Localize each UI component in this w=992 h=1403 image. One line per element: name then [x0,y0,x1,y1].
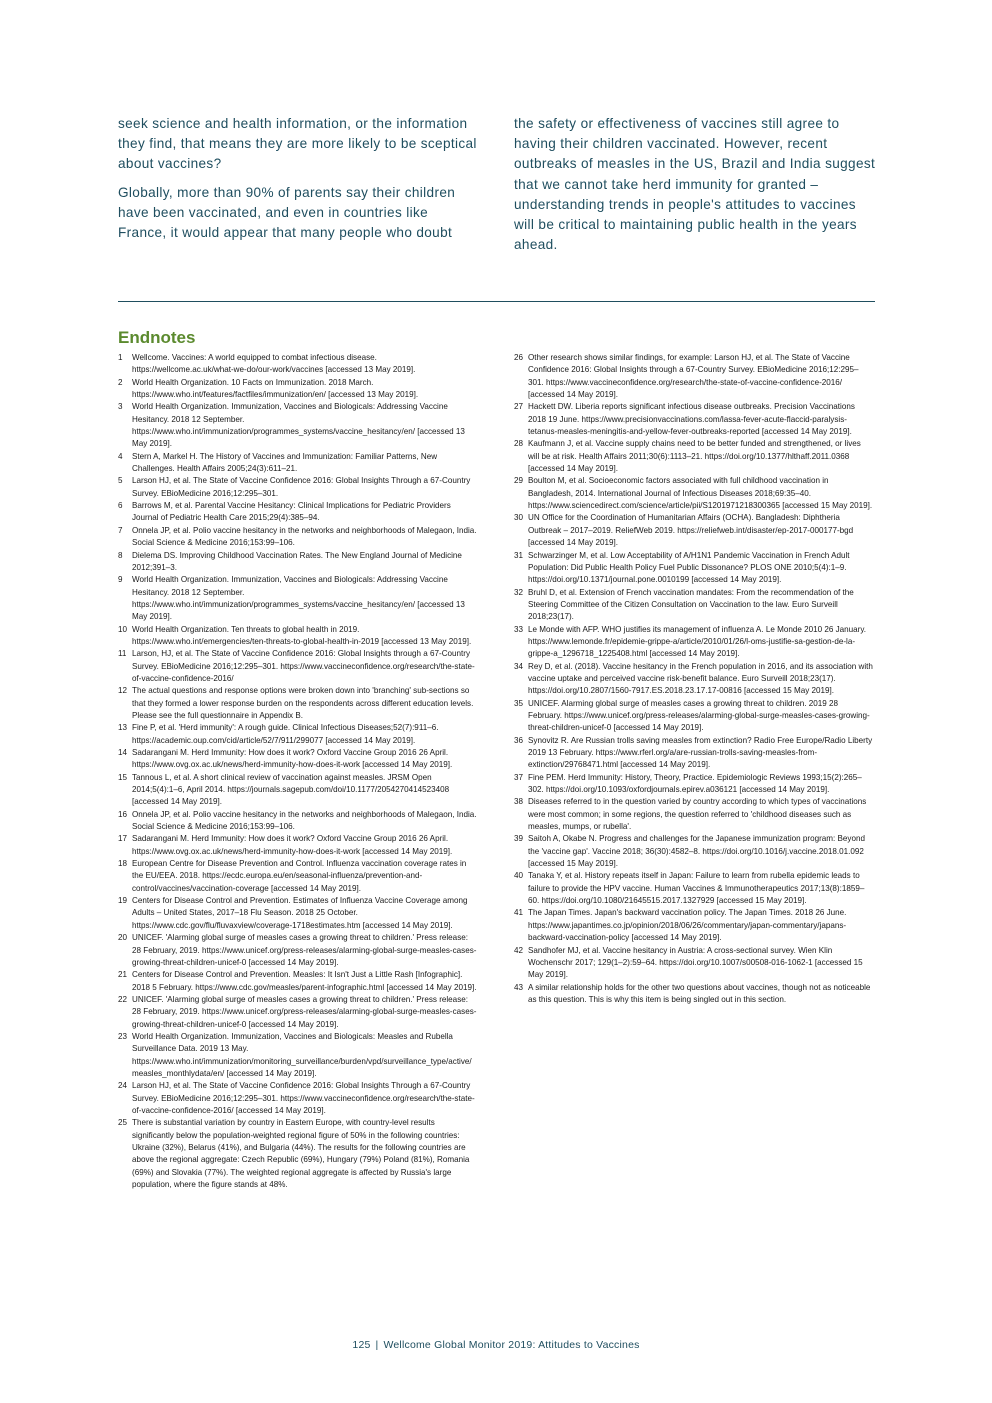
publication-title: Wellcome Global Monitor 2019: Attitudes to Vaccines [383,1339,640,1351]
endnote-item [514,982,874,1007]
endnote-text: Centers for Disease Control and Prevention. Estimates of Influenza Vaccine Coverage among Adults – United States, 2017–18 Flu Season. 2018 25 October. https://www.cdc.gov/flu/fluvaxview/coverage-1718estimates.htm [accessed 14 May 2019]. [132,896,468,930]
intro-column-right [514,114,876,263]
endnote-item [514,550,874,587]
endnote-text: Fine P, et al. 'Herd immunity': A rough guide. Clinical Infectious Diseases;52(7):911–6. https://academic.oup.com/cid/article/52/7/911/299077 [accessed 14 May 2019]. [132,723,439,745]
endnote-number: 41 [514,908,524,918]
endnote-item [514,401,874,438]
endnote-item [514,907,874,944]
endnote-item [118,525,478,550]
endnote-item [514,870,874,907]
endnote-item [118,685,478,722]
endnote-item [118,722,478,747]
endnote-number: 15 [118,772,128,782]
endnote-text: UN Office for the Coordination of Humanitarian Affairs (OCHA). Bangladesh: Diphtheria Outbreak – 2017–2019. ReliefWeb 2019. https://reliefweb.int/disaster/ep-2017-000177-bgd [accessed 14 May 2019]. [528,513,854,548]
endnote-number: 7 [118,525,123,535]
endnote-text: A similar relationship holds for the other two questions about vaccines, though not as noticeable as this question. This is why this item is being singled out in this section. [528,982,871,1004]
endnote-item [514,772,874,797]
endnote-item [118,895,478,932]
endnote-number: 8 [118,550,123,560]
endnote-number: 26 [514,353,524,362]
endnote-item [514,624,874,661]
endnote-text: Saitoh A, Okabe N. Progress and challenges for the Japanese immunization program: Beyond the 'vaccine gap'. Vaccine 2018; 36(30):4582–8. https://doi.org/10.1016/j.vaccine.2018.01.092 [accessed 15 May 2019]. [528,834,865,869]
endnote-number: 6 [118,501,123,511]
endnote-item [514,587,874,624]
endnote-item [118,969,478,994]
endnote-text: World Health Organization. Immunization, Vaccines and Biologicals: Addressing Vaccine Hesitancy. 2018 12 September. https://www.who.int/immunization/programmes_systems/vaccine_hesitancy/en/ [accessed 13 May 2019]. [132,575,465,622]
intro-column-left [118,114,480,251]
endnote-text: UNICEF. 'Alarming global surge of measles cases a growing threat to children.' Press release: 28 February, 2019. https://www.unicef.org/press-releases/alarming-global-surge-measles-cases-growing-threat-children-unicef-0 [accessed 14 May 2019]. [132,994,477,1029]
endnote-text: Bruhl D, et al. Extension of French vaccination mandates: From the recommendation of the Steering Committee of the Citizen Consultation on Vaccination to the law. Euro Surveill 2018;23(17). [528,587,854,622]
endnote-number: 21 [118,970,128,980]
endnote-number: 28 [514,439,524,449]
endnote-number: 25 [118,1118,128,1128]
endnote-item [118,451,478,476]
endnote-number: 11 [118,649,127,659]
endnote-item [118,772,478,809]
endnote-item [118,624,478,649]
endnotes-list-right [514,352,874,1006]
endnote-item [118,475,478,500]
endnote-text: Onnela JP, et al. Polio vaccine hesitancy in the networks and neighborhoods of Malegaon, India. Social Science & Medicine 2016;153:99–106. [132,809,477,832]
endnote-number: 32 [514,587,524,597]
endnote-number: 33 [514,624,524,634]
endnote-item [118,648,478,685]
endnote-item [118,1031,478,1080]
endnote-number: 14 [118,748,128,757]
endnote-number: 12 [118,686,128,696]
endnote-number: 39 [514,834,524,844]
endnote-number: 13 [118,723,128,733]
page-number: 125 [352,1339,371,1351]
endnote-text: Larson HJ, et al. The State of Vaccine Confidence 2016: Global Insights Through a 67-Country Survey. EBioMedicine 2016;12:295–301. [132,476,471,498]
endnote-number: 30 [514,513,524,523]
endnotes-list-left [118,352,478,1191]
endnote-item [118,352,478,377]
endnote-text: Diseases referred to in the question varied by country according to which types of vaccinations were most common; in some regions, the question referred to 'childhood diseases such as measles, mumps, or rubella'. [528,797,867,832]
endnote-text: Synovitz R. Are Russian trolls saving measles from extinction? Radio Free Europe/Radio Liberty 2019 13 February. https://www.rferl.org/a/are-russian-trolls-saving-measles-from-extinction/29768471.html [accessed 14 May 2019]. [528,735,873,770]
endnote-text: Centers for Disease Control and Prevention. Measles: It Isn't Just a Little Rash [Infographic]. 2018 5 February. https://www.cdc.gov/measles/parent-infographic.html [accessed 14 May 2019]. [132,970,477,992]
endnote-text: Rey D, et al. (2018). Vaccine hesitancy in the French population in 2016, and its association with vaccine uptake and perceived vaccine risk-benefit balance. Euro Surveill 2018;23(17). https://doi.org/10.2807/1560-7917.ES.2018.23.17.17-00816 [accessed 15 May 2019]. [528,661,873,696]
endnote-text: Larson, HJ, et al. The State of Vaccine Confidence 2016: Global Insights through a 67-Country Survey. EBioMedicine 2016;12:295–301. https://www.vaccineconfidence.org/research/the-state-of-vaccine-confidence-2016/ [132,649,475,683]
endnote-number: 3 [118,402,123,412]
endnote-text: Stern A, Markel H. The History of Vaccines and Immunization: Familiar Patterns, New Challenges. Health Affairs 2005;24(3):611–21. [132,451,438,474]
endnotes-heading: Endnotes [118,328,196,347]
endnote-number: 36 [514,735,524,745]
endnote-item [118,932,478,969]
endnote-number: 42 [514,945,524,955]
endnote-text: Tannous L, et al. A short clinical review of vaccination against measles. JRSM Open 2014;5(4):1–6, April 2014. https://journals.sagepub.com/doi/10.1177/2054270414523408 [accessed 14 May 2019]. [132,772,450,807]
intro-paragraph: the safety or effectiveness of vaccines still agree to having their children vaccinated. However, recent outbreaks of measles in the US, Brazil and India suggest that we cannot take herd immunity for granted – understanding trends in people's attitudes to vaccines will be critical to maintaining public health in the years ahead. [514,116,876,253]
endnote-item [118,833,478,858]
endnote-text: World Health Organization. Ten threats to global health in 2019. https://www.who.int/emergencies/ten-threats-to-global-health-in-2019 [accessed 13 May 2019]. [132,624,472,646]
endnote-item [514,945,874,982]
endnote-item [514,512,874,549]
endnote-number: 16 [118,809,128,819]
endnote-text: There is substantial variation by country in Eastern Europe, with country-level results significantly below the population-weighted regional figure of 50% in the following countries: Ukraine (32%), Belarus (41%), and Bulgaria (44%). The results for the following countries are above the regional aggregate: Czech Republic (69%), Hungary (79%) Poland (81%), Romania (69%) and Slovakia (77%). The weighted regional aggregate is affected by Russia's large population, where the figure stands at 48%. [132,1118,470,1190]
endnote-item [118,809,478,834]
endnote-number: 23 [118,1031,128,1041]
endnote-number: 37 [514,772,524,782]
endnote-text: Wellcome. Vaccines: A world equipped to combat infectious disease. https://wellcome.ac.uk/what-we-do/our-work/vaccines [accessed 13 May 2019]. [132,353,416,375]
endnote-text: Kaufmann J, et al. Vaccine supply chains need to be better funded and strengthened, or lives will be at risk. Health Affairs 2011;30(6):1113–21. https://doi.org/10.1377/hlthaff.2011.0368 [accessed 14 May 2019]. [528,439,861,474]
endnote-text: Onnela JP, et al. Polio vaccine hesitancy in the networks and neighborhoods of Malegaon, India. Social Science & Medicine 2016;153:99–106. [132,525,477,548]
endnote-number: 22 [118,994,128,1004]
endnote-item [118,550,478,575]
endnote-item [118,377,478,402]
endnote-text: Larson HJ, et al. The State of Vaccine Confidence 2016: Global Insights Through a 67-Country Survey. EBioMedicine 2016;12:295–301. https://www.vaccineconfidence.org/research/the-state-of-vaccine-confidence-2016/ [accessed 14 May 2019]. [132,1081,475,1115]
endnote-text: The actual questions and response options were broken down into 'branching' sub-sections so that they formed a lower response burden on the respondents across different education levels. Please see the full questionnaire in Appendix B. [132,686,474,720]
endnote-number: 4 [118,451,123,461]
endnote-text: Sandhofer MJ, et al. Vaccine hesitancy in Austria: A cross-sectional survey. Wien Klin Wochenschr 2017; 129(1–2):59–64. https://doi.org/10.1007/s00508-016-1062-1 [accessed 15 May 2019]. [528,945,863,980]
endnote-number: 35 [514,698,524,708]
endnote-number: 9 [118,575,123,585]
endnote-text: Schwarzinger M, et al. Low Acceptability of A/H1N1 Pandemic Vaccination in French Adult Population: Did Public Health Policy Fuel Public Dissonance? PLOS ONE 2010;5(4):1–9. https://doi.org/10.1371/journal.pone.0010199 [accessed 14 May 2019]. [528,550,850,585]
endnote-number: 19 [118,896,128,906]
endnote-item [514,796,874,833]
endnote-item [118,994,478,1031]
endnote-number: 29 [514,476,524,486]
endnote-text: Barrows M, et al. Parental Vaccine Hesitancy: Clinical Implications for Pediatric Providers Journal of Pediatric Health Care 2015;29(4):385–94. [132,501,451,523]
endnote-item [514,352,874,401]
endnote-item [118,858,478,895]
endnote-number: 5 [118,476,123,486]
endnote-text: World Health Organization. 10 Facts on Immunization. 2018 March. https://www.who.int/features/factfiles/immunization/en/ [accessed 13 May 2019]. [132,377,419,400]
endnote-item [118,401,478,450]
endnote-item [118,574,478,623]
endnote-text: Boulton M, et al. Socioeconomic factors associated with full childhood vaccination in Bangladesh, 2014. International Journal of Infectious Diseases 2018;69:35–40. https://www.sciencedirect.com/science/article/pii/S1201971218300365 [accessed 15 May 2019]. [528,476,873,511]
endnote-number: 38 [514,797,524,807]
page-footer [0,1339,992,1351]
endnote-number: 2 [118,377,123,387]
endnote-number: 1 [118,353,123,362]
endnote-number: 34 [514,661,524,671]
endnote-item [118,500,478,525]
endnote-item [514,438,874,475]
endnote-text: Tanaka Y, et al. History repeats itself in Japan: Failure to learn from rubella epidemic leads to failure to provide the HPV vaccine. Human Vaccines & Immunotherapeutics 2017;13(8):1859–60. https://doi.org/10.1080/21645515.2017.1327929 [accessed 15 May 2019]. [528,871,865,906]
endnote-text: Dielema DS. Improving Childhood Vaccination Rates. The New England Journal of Medicine 2012;391–3. [132,550,462,572]
endnote-item [514,698,874,735]
endnote-item [514,735,874,772]
section-divider [118,301,875,302]
endnote-text: Sadarangani M. Herd Immunity: How does it work? Oxford Vaccine Group 2016 26 April. https://www.ovg.ox.ac.uk/news/herd-immunity-how-does-it-work [accessed 14 May 2019]. [132,834,453,856]
endnote-text: UNICEF. 'Alarming global surge of measles cases a growing threat to children.' Press release: 28 February, 2019. https://www.unicef.org/press-releases/alarming-global-surge-measles-cases-growing-threat-children-unicef-0 [accessed 14 May 2019]. [132,933,477,967]
endnote-item [514,833,874,870]
endnote-number: 24 [118,1081,128,1091]
endnote-text: Sadarangani M. Herd Immunity: How does it work? Oxford Vaccine Group 2016 26 April. https://www.ovg.ox.ac.uk/news/herd-immunity-how-does-it-work [accessed 14 May 2019]. [132,748,453,770]
endnote-item [118,1080,478,1117]
endnote-number: 18 [118,859,128,869]
intro-paragraph: Globally, more than 90% of parents say their children have been vaccinated, and even in countries like France, it would appear that many people who doubt [118,184,456,241]
intro-paragraph: seek science and health information, or the information they find, that means they are more likely to be sceptical about vaccines? [118,116,477,172]
endnote-number: 10 [118,624,128,634]
endnote-number: 17 [118,834,128,844]
endnote-item [514,661,874,698]
endnote-number: 27 [514,402,524,412]
endnote-number: 31 [514,550,524,560]
endnote-text: Fine PEM. Herd Immunity: History, Theory, Practice. Epidemiologic Reviews 1993;15(2):265–302. https://doi.org/10.1093/oxfordjournals.epirev.a036121 [accessed 14 May 2019]. [528,772,862,795]
endnote-text: European Centre for Disease Prevention and Control. Influenza vaccination coverage rates in the EU/EEA. 2018. https://ecdc.europa.eu/en/seasonal-influenza/prevention-and-control/vaccines/vaccination-coverage [accessed 14 May 2019]. [132,859,467,893]
endnote-number: 40 [514,871,524,881]
endnote-text: Le Monde with AFP. WHO justifies its management of influenza A. Le Monde 2010 26 January. https://www.lemonde.fr/epidemie-grippe-a/article/2010/01/26/l-oms-justifie-sa-gestion-de-la-grippe-a_1296718_1225408.html [accessed 14 May 2019]. [528,624,867,659]
endnote-item [514,475,874,512]
endnote-item [118,747,478,772]
endnote-number: 43 [514,982,524,992]
endnote-text: World Health Organization. Immunization, Vaccines and Biologicals: Measles and Rubella Surveillance Data. 2019 13 May. https://www.who.int/immunization/monitoring_surveillance/burden/vpd/surveillance_type/active/measles_monthlydata/en/ [accessed 14 May 2019]. [132,1031,472,1078]
endnote-text: Hackett DW. Liberia reports significant infectious disease outbreaks. Precision Vaccinations 2018 19 June. https://www.precisionvaccinations.com/lassa-fever-acute-flaccid-paralysis-tetanus-measles-meningitis-and-yellow-fever-outbreaks-reported [accessed 14 May 2019]. [528,402,855,437]
endnote-text: World Health Organization. Immunization, Vaccines and Biologicals: Addressing Vaccine Hesitancy. 2018 12 September. https://www.who.int/immunization/programmes_systems/vaccine_hesitancy/en/ [accessed 13 May 2019]. [132,402,465,449]
endnote-item [118,1117,478,1191]
endnote-number: 20 [118,933,128,943]
endnote-text: UNICEF. Alarming global surge of measles cases a growing threat to children. 2019 28 February. https://www.unicef.org/press-releases/alarming-global-surge-measles-cases-growing-threat-children-unicef-0 [accessed 14 May 2019]. [528,698,870,733]
endnote-text: The Japan Times. Japan's backward vaccination policy. The Japan Times. 2018 26 June. https://www.japantimes.co.jp/opinion/2018/06/26/commentary/japan-commentary/japans-backward-vaccination-policy [accessed 14 May 2019]. [528,908,847,943]
footer-separator: | [375,1339,379,1351]
endnote-text: Other research shows similar findings, for example: Larson HJ, et al. The State of Vaccine Confidence 2016: Global Insights through a 67-Country Survey. EBioMedicine 2016;12:295–301. https://www.vaccineconfidence.org/research/the-state-of-vaccine-confidence-2016/ [accessed 14 May 2019]. [528,353,859,400]
